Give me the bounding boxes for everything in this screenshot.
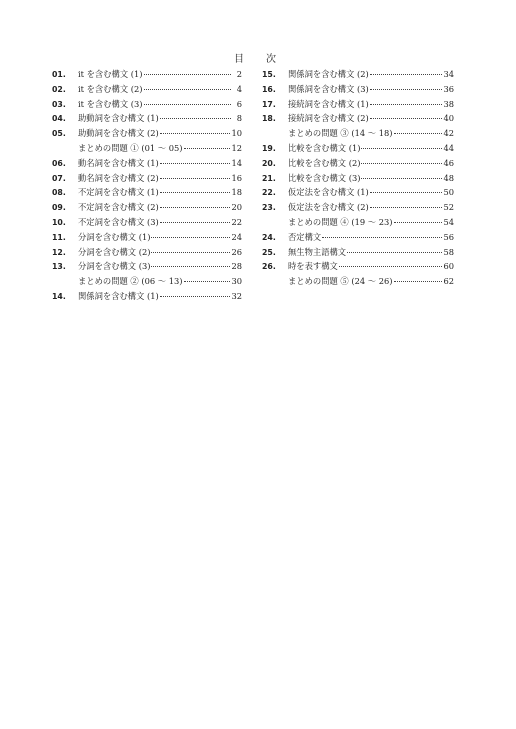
- dot-leader: [160, 178, 231, 179]
- dot-leader: [160, 118, 231, 119]
- dot-leader: [160, 222, 231, 223]
- entry-page: 44: [443, 142, 454, 153]
- dot-leader: [361, 163, 442, 164]
- entry-number: 07.: [52, 173, 66, 183]
- entry-number: 18.: [262, 114, 276, 124]
- toc-entry[interactable]: [52, 259, 242, 274]
- toc-entry[interactable]: [262, 97, 454, 112]
- entry-page: 28: [231, 261, 242, 272]
- dot-leader: [151, 237, 230, 238]
- dot-leader: [160, 163, 231, 164]
- entry-number: 01.: [52, 70, 66, 79]
- toc-entry[interactable]: [52, 289, 242, 304]
- toc-entry[interactable]: [262, 67, 454, 82]
- dot-leader: [322, 237, 442, 238]
- entry-page: 38: [443, 98, 454, 109]
- entry-number: 17.: [262, 99, 276, 109]
- toc-entry[interactable]: [262, 171, 454, 186]
- entry-page: 24: [231, 231, 242, 242]
- entry-number: 02.: [52, 84, 66, 94]
- entry-number: 24.: [262, 232, 276, 242]
- entry-page: 12: [231, 142, 242, 153]
- toc-entry[interactable]: [262, 82, 454, 97]
- toc-entry[interactable]: [52, 171, 242, 186]
- entry-page: 14: [231, 157, 242, 168]
- entry-number: 14.: [52, 291, 66, 301]
- entry-title: 時を表す構文: [288, 261, 338, 272]
- dot-leader: [370, 192, 443, 193]
- toc-left-column: [52, 67, 242, 304]
- toc-entry[interactable]: [262, 141, 454, 156]
- toc-entry[interactable]: [52, 245, 242, 260]
- toc-entry[interactable]: [262, 215, 454, 230]
- entry-title: 仮定法を含む構文 (2): [288, 202, 369, 213]
- entry-number: 26.: [262, 262, 276, 272]
- entry-number: 08.: [52, 188, 66, 198]
- dot-leader: [160, 207, 231, 208]
- dot-leader: [160, 296, 231, 297]
- entry-page: 30: [231, 276, 242, 287]
- dot-leader: [370, 118, 443, 119]
- toc-entry[interactable]: [52, 67, 242, 82]
- entry-page: 20: [231, 202, 242, 213]
- toc-entry[interactable]: [262, 156, 454, 171]
- entry-title: まとめの問題 ③ (14 〜 18): [288, 128, 393, 139]
- entry-page: 8: [236, 113, 242, 124]
- entry-title: 不定詞を含む構文 (1): [78, 187, 159, 198]
- entry-page: 46: [443, 157, 454, 168]
- toc-entry[interactable]: [262, 111, 454, 126]
- entry-number: 25.: [262, 247, 276, 257]
- entry-page: 32: [231, 290, 242, 301]
- entry-title: 比較を含む構文 (2): [288, 157, 361, 168]
- toc-entry[interactable]: [52, 97, 242, 112]
- entry-title: まとめの問題 ⑤ (24 〜 26): [288, 276, 393, 287]
- entry-title: 関係詞を含む構文 (1): [78, 290, 159, 301]
- toc-entry[interactable]: [262, 126, 454, 141]
- toc-entry[interactable]: [52, 185, 242, 200]
- entry-number: 15.: [262, 70, 276, 79]
- entry-title: 助動詞を含む構文 (2): [78, 128, 159, 139]
- entry-title: 関係詞を含む構文 (3): [288, 83, 369, 94]
- entry-title: 接続詞を含む構文 (1): [288, 98, 369, 109]
- entry-title: まとめの問題 ① (01 〜 05): [78, 142, 183, 153]
- entry-page: 50: [443, 187, 454, 198]
- toc-entry[interactable]: [52, 141, 242, 156]
- toc-entry[interactable]: [52, 126, 242, 141]
- entry-title: 比較を含む構文 (1): [288, 142, 361, 153]
- dot-leader: [151, 266, 230, 267]
- entry-page: 2: [236, 69, 242, 79]
- entry-page: 18: [231, 187, 242, 198]
- entry-page: 58: [443, 246, 454, 257]
- entry-number: 09.: [52, 203, 66, 213]
- toc-entry[interactable]: [52, 230, 242, 245]
- entry-page: 48: [443, 172, 454, 183]
- entry-page: 4: [236, 83, 242, 94]
- entry-number: 23.: [262, 203, 276, 213]
- entry-title: 不定詞を含む構文 (3): [78, 216, 159, 227]
- entry-page: 52: [443, 202, 454, 213]
- entry-number: 11.: [52, 232, 66, 242]
- dot-leader: [151, 252, 230, 253]
- toc-entry[interactable]: [52, 274, 242, 289]
- toc-entry[interactable]: [52, 200, 242, 215]
- entry-title: 動名詞を含む構文 (1): [78, 157, 159, 168]
- dot-leader: [184, 148, 231, 149]
- dot-leader: [144, 74, 232, 75]
- toc-entry[interactable]: [262, 185, 454, 200]
- dot-leader: [394, 222, 443, 223]
- entry-page: 6: [236, 98, 242, 109]
- dot-leader: [144, 104, 232, 105]
- dot-leader: [370, 89, 443, 90]
- entry-page: 42: [443, 128, 454, 139]
- dot-leader: [160, 133, 231, 134]
- entry-title: 否定構文: [288, 231, 322, 242]
- entry-page: 36: [443, 83, 454, 94]
- entry-number: 19.: [262, 143, 276, 153]
- toc-entry[interactable]: [262, 245, 454, 260]
- entry-number: 16.: [262, 84, 276, 94]
- entry-number: 12.: [52, 247, 66, 257]
- entry-page: 56: [443, 231, 454, 242]
- entry-page: 54: [443, 216, 454, 227]
- toc-entry[interactable]: [52, 111, 242, 126]
- entry-page: 22: [231, 216, 242, 227]
- toc-entry[interactable]: [52, 215, 242, 230]
- entry-title: it を含む構文 (3): [78, 98, 143, 109]
- dot-leader: [347, 252, 442, 253]
- dot-leader: [394, 133, 443, 134]
- dot-leader: [361, 148, 442, 149]
- entry-title: 仮定法を含む構文 (1): [288, 187, 369, 198]
- dot-leader: [370, 104, 443, 105]
- entry-page: 60: [443, 261, 454, 272]
- entry-title: 無生物主語構文: [288, 246, 347, 257]
- toc-right-column: [262, 67, 454, 289]
- entry-page: 10: [231, 128, 242, 139]
- entry-title: 不定詞を含む構文 (2): [78, 202, 159, 213]
- entry-number: 13.: [52, 262, 66, 272]
- entry-page: 16: [231, 172, 242, 183]
- dot-leader: [361, 178, 442, 179]
- dot-leader: [144, 89, 232, 90]
- toc-title: 目 次: [234, 54, 282, 65]
- entry-title: 接続詞を含む構文 (2): [288, 113, 369, 124]
- entry-number: 05.: [52, 129, 66, 139]
- toc-entry[interactable]: [52, 156, 242, 171]
- entry-title: 分詞を含む構文 (1): [78, 231, 151, 242]
- entry-number: 22.: [262, 188, 276, 198]
- toc-entry[interactable]: [262, 259, 454, 274]
- entry-title: まとめの問題 ② (06 〜 13): [78, 276, 183, 287]
- dot-leader: [160, 192, 231, 193]
- entry-page: 40: [443, 113, 454, 124]
- entry-title: 助動詞を含む構文 (1): [78, 113, 159, 124]
- entry-title: 動名詞を含む構文 (2): [78, 172, 159, 183]
- toc-entry[interactable]: [262, 274, 454, 289]
- dot-leader: [394, 281, 443, 282]
- entry-title: 比較を含む構文 (3): [288, 172, 361, 183]
- toc-entry[interactable]: [52, 82, 242, 97]
- entry-title: 関係詞を含む構文 (2): [288, 69, 369, 79]
- dot-leader: [370, 74, 443, 75]
- toc-entry[interactable]: [262, 230, 454, 245]
- entry-title: 分詞を含む構文 (3): [78, 261, 151, 272]
- entry-title: it を含む構文 (2): [78, 83, 143, 94]
- entry-title: まとめの問題 ④ (19 〜 23): [288, 216, 393, 227]
- entry-number: 04.: [52, 114, 66, 124]
- entry-title: it を含む構文 (1): [78, 69, 143, 79]
- dot-leader: [339, 266, 443, 267]
- toc-entry[interactable]: [262, 200, 454, 215]
- entry-number: 03.: [52, 99, 66, 109]
- entry-number: 06.: [52, 158, 66, 168]
- entry-title: 分詞を含む構文 (2): [78, 246, 151, 257]
- entry-number: 20.: [262, 158, 276, 168]
- entry-page: 26: [231, 246, 242, 257]
- entry-number: 10.: [52, 217, 66, 227]
- entry-page: 62: [443, 276, 454, 287]
- dot-leader: [184, 281, 231, 282]
- dot-leader: [370, 207, 443, 208]
- entry-number: 21.: [262, 173, 276, 183]
- entry-page: 34: [443, 69, 454, 79]
